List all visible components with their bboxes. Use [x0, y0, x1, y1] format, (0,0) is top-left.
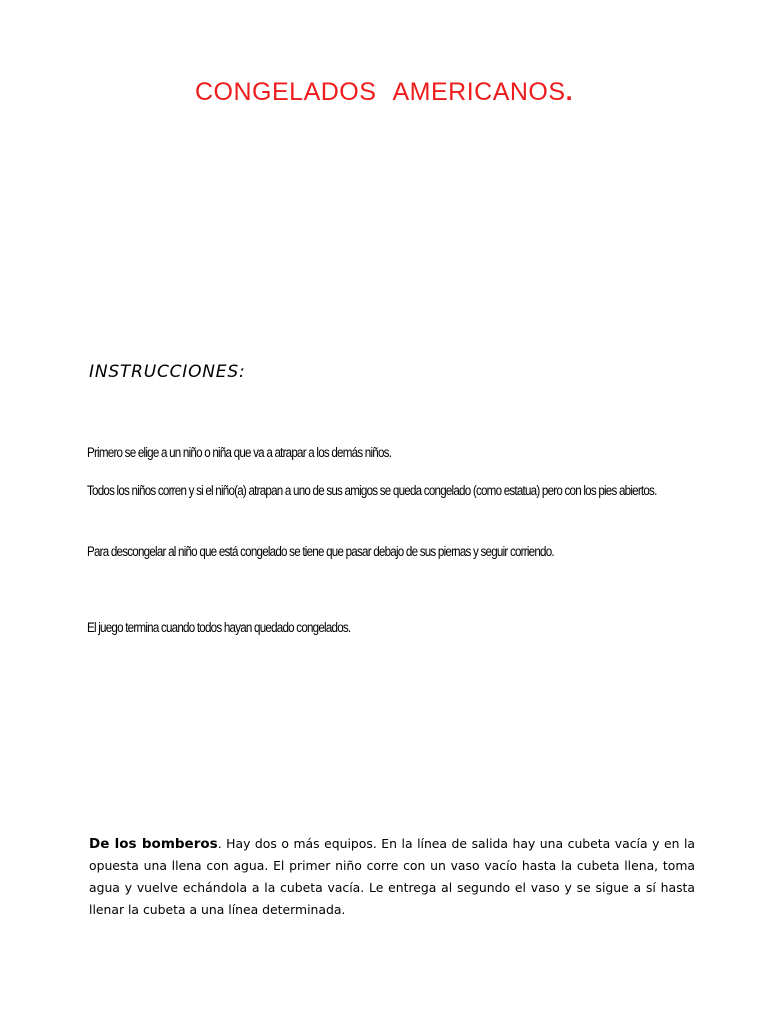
document-title-text: CONGELADOS AMERICANOS — [194, 78, 566, 106]
instruction-paragraph-3: Para descongelar al niño que está congelado se tiene que pasar debajo de sus piernas y seguir corriendo. — [87, 544, 554, 559]
bomberos-text: . Hay dos o más equipos. En la línea de salida hay una cubeta vacía y en la opuesta una llena con agua. El primer niño corre con un vaso vacío hasta la cubeta llena, toma agua y vuelve echándola a la cubeta vacía. Le entrega al segundo el vaso y se sigue a sí hasta llenar la cubeta a una línea determinada. — [89, 836, 695, 917]
bomberos-paragraph — [89, 833, 695, 921]
document-title-period: . — [565, 78, 574, 106]
document-title — [0, 78, 768, 107]
bomberos-heading: De los bomberos — [89, 836, 218, 852]
instructions-heading: INSTRUCCIONES: — [89, 362, 246, 382]
instruction-paragraph-4: El juego termina cuando todos hayan quedado congelados. — [87, 620, 351, 635]
instruction-paragraph-2: Todos los niños corren y si el niño(a) atrapan a uno de sus amigos se queda congelado (como estatua) pero con los pies abiertos. — [87, 483, 657, 498]
instruction-paragraph-1: Primero se elige a un niño o niña que va a atrapar a los demás niños. — [87, 445, 392, 460]
